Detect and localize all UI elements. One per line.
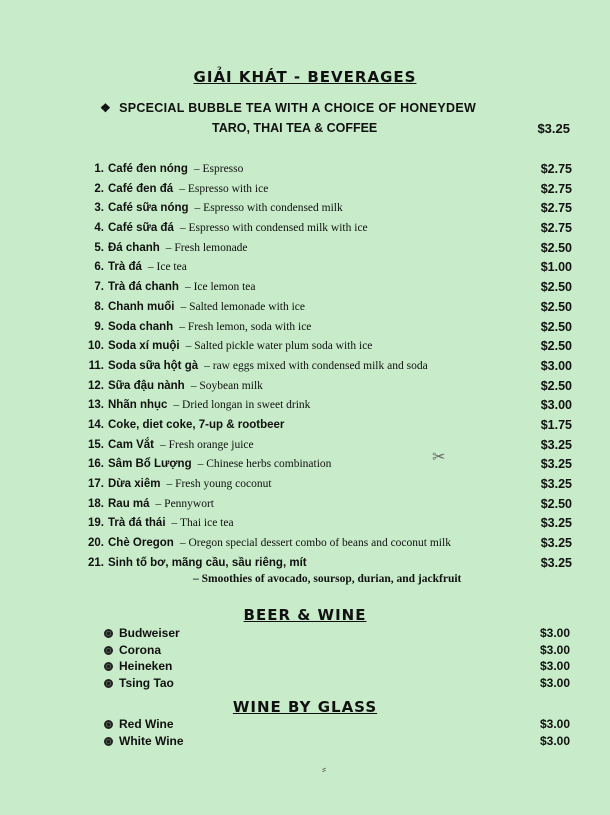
item-description: – Chinese herbs combination xyxy=(197,458,332,471)
item-price: $3.00 xyxy=(540,398,572,413)
beer-wine-heading: BEER & WINE xyxy=(243,606,367,624)
menu-item-row xyxy=(80,160,572,180)
menu-item-row xyxy=(80,258,572,278)
beer-row xyxy=(104,625,570,642)
item-price: $3.25 xyxy=(540,437,572,452)
menu-item-row xyxy=(80,199,572,219)
item-number: 16. xyxy=(88,458,104,471)
item-name: Trà đá thái xyxy=(108,517,166,530)
item-price: $2.50 xyxy=(540,339,572,354)
item-price: $2.50 xyxy=(540,280,572,295)
item-description: – Salted pickle water plum soda with ice xyxy=(185,340,373,353)
item-number: 15. xyxy=(88,438,104,451)
item-name: Rau má xyxy=(108,497,150,510)
menu-item-row xyxy=(80,416,572,436)
item-name: Soda chanh xyxy=(108,320,174,333)
item-description: – Fresh orange juice xyxy=(160,438,254,451)
item-number: 14. xyxy=(88,418,104,431)
drink-price: $3.00 xyxy=(539,733,570,748)
item-description: – Dried longan in sweet drink xyxy=(173,399,311,412)
item-description: – Espresso with ice xyxy=(179,182,269,195)
item-name: Café sữa đá xyxy=(108,222,174,235)
item-number: 10. xyxy=(88,340,104,353)
menu-item-row xyxy=(80,357,572,377)
item-price: $2.50 xyxy=(540,378,572,393)
item-number: 8. xyxy=(94,300,104,313)
smoothie-note: – Smoothies of avocado, soursop, durian, and jackfruit xyxy=(193,573,462,585)
item-description: – Espresso xyxy=(193,163,244,175)
menu-item-row xyxy=(80,455,572,475)
item-name: Café đen đá xyxy=(108,182,174,195)
item-number: 19. xyxy=(88,517,104,530)
item-name: Đá chanh xyxy=(108,241,160,254)
special-price: $3.25 xyxy=(537,121,570,136)
item-description: – Pennywort xyxy=(155,497,215,510)
menu-item-row xyxy=(80,475,572,495)
ink-mark-icon: ⸗ xyxy=(322,762,326,776)
item-number: 2. xyxy=(94,182,104,195)
item-name: Trà đá chanh xyxy=(108,281,179,294)
menu-item-row xyxy=(80,377,572,397)
item-name: Sâm Bổ Lượng xyxy=(108,458,192,471)
menu-item-row xyxy=(80,337,572,357)
item-description: – Fresh young coconut xyxy=(166,478,272,490)
drink-price: $3.00 xyxy=(539,717,570,731)
beer-row xyxy=(104,642,570,659)
wine-row xyxy=(104,733,570,750)
item-number: 17. xyxy=(88,478,104,490)
menu-item-row xyxy=(80,554,572,574)
item-name: Cam Vắt xyxy=(108,438,155,451)
item-number: 3. xyxy=(94,202,104,215)
item-number: 6. xyxy=(94,261,104,274)
item-description: – Espresso with condensed milk xyxy=(194,202,343,215)
item-description: – Oregon special dessert combo of beans and coconut milk xyxy=(179,537,451,550)
item-description: – Salted lemonade with ice xyxy=(180,300,305,313)
item-number: 9. xyxy=(94,320,104,333)
scissors-mark-icon: ✂ xyxy=(432,449,446,466)
item-name: Soda sữa hột gà xyxy=(108,359,199,372)
item-name: Coke, diet coke, 7-up & rootbeer xyxy=(108,418,285,431)
menu-item-row xyxy=(80,278,572,298)
item-price: $3.25 xyxy=(540,536,572,551)
item-name: Sinh tố bơ, mãng cầu, sầu riêng, mít xyxy=(108,556,307,569)
item-price: $3.25 xyxy=(540,516,572,531)
drink-price: $3.00 xyxy=(539,659,570,673)
beverage-list xyxy=(80,160,572,573)
item-name: Café sữa nóng xyxy=(108,202,189,215)
special-bubble-tea-line2: TARO, THAI TEA & COFFEE xyxy=(212,121,378,135)
item-price: $3.25 xyxy=(540,457,572,472)
item-price: $2.50 xyxy=(540,240,572,255)
menu-item-row xyxy=(80,318,572,338)
item-description: – Fresh lemon, soda with ice xyxy=(179,320,312,333)
menu-item-row xyxy=(80,514,572,534)
item-price: $2.75 xyxy=(540,221,572,236)
special-bubble-tea-line1 xyxy=(100,101,476,115)
item-price: $3.25 xyxy=(540,555,572,570)
menu-item-row xyxy=(80,239,572,259)
item-number: 21. xyxy=(88,556,104,569)
drink-name: Budweiser xyxy=(119,626,180,640)
circle-bullet-icon xyxy=(104,679,113,688)
item-description: – Soybean milk xyxy=(190,379,263,392)
circle-bullet-icon xyxy=(104,737,113,746)
item-price: $1.00 xyxy=(540,260,572,275)
menu-item-row xyxy=(80,180,572,200)
item-price: $3.25 xyxy=(540,477,572,491)
menu-item-row xyxy=(80,219,572,239)
item-number: 18. xyxy=(88,497,104,510)
item-name: Trà đá xyxy=(108,261,142,274)
item-number: 5. xyxy=(94,241,104,254)
item-price: $3.00 xyxy=(540,358,572,373)
item-description: – Espresso with condensed milk with ice xyxy=(179,222,368,235)
item-number: 12. xyxy=(88,379,104,392)
menu-item-row xyxy=(80,298,572,318)
beer-row xyxy=(104,675,570,692)
drink-name: Tsing Tao xyxy=(119,675,174,690)
drink-price: $3.00 xyxy=(539,675,570,690)
item-description: – Thai ice tea xyxy=(171,517,234,530)
item-number: 4. xyxy=(94,222,104,235)
wine-row xyxy=(104,716,570,733)
item-price: $2.75 xyxy=(540,181,572,196)
drink-name: White Wine xyxy=(119,733,184,748)
item-number: 1. xyxy=(94,163,104,175)
item-description: – raw eggs mixed with condensed milk and soda xyxy=(204,359,428,372)
drink-name: Corona xyxy=(119,642,161,657)
item-number: 7. xyxy=(94,281,104,294)
circle-bullet-icon xyxy=(104,629,113,638)
drink-price: $3.00 xyxy=(539,626,570,640)
item-name: Chè Oregon xyxy=(108,537,174,550)
wine-list xyxy=(104,716,570,749)
beer-row xyxy=(104,658,570,675)
menu-item-row xyxy=(80,396,572,416)
item-number: 11. xyxy=(88,359,104,372)
drink-name: Heineken xyxy=(119,659,173,673)
menu-item-row xyxy=(80,495,572,515)
item-price: $2.50 xyxy=(540,319,572,334)
item-name: Soda xí muội xyxy=(108,340,180,353)
menu-item-row xyxy=(80,534,572,554)
item-number: 13. xyxy=(88,399,104,412)
item-description: – Ice tea xyxy=(147,261,187,274)
item-description: – Ice lemon tea xyxy=(184,281,256,294)
beer-list xyxy=(104,625,570,691)
diamond-bullet-icon: ❖ xyxy=(100,101,112,115)
wine-by-glass-heading: WINE BY GLASS xyxy=(232,698,378,716)
drink-name: Red Wine xyxy=(119,717,174,731)
item-name: Nhãn nhục xyxy=(108,399,168,412)
item-price: $2.50 xyxy=(540,299,572,314)
item-price: $1.75 xyxy=(540,417,572,432)
circle-bullet-icon xyxy=(104,646,113,655)
drink-price: $3.00 xyxy=(539,642,570,657)
item-price: $2.50 xyxy=(540,496,572,511)
circle-bullet-icon xyxy=(104,720,113,729)
beverages-heading: GIẢI KHÁT - BEVERAGES xyxy=(193,68,417,86)
item-description: – Fresh lemonade xyxy=(165,241,248,254)
item-name: Café đen nóng xyxy=(108,163,188,175)
menu-item-row xyxy=(80,436,572,456)
item-name: Chanh muối xyxy=(108,300,175,313)
item-name: Dừa xiêm xyxy=(108,478,161,490)
item-number: 20. xyxy=(88,537,104,550)
special-line1-text: SPCECIAL BUBBLE TEA WITH A CHOICE OF HONEYDEW xyxy=(119,101,477,115)
item-name: Sữa đậu nành xyxy=(108,379,185,392)
item-price: $2.75 xyxy=(540,162,572,176)
circle-bullet-icon xyxy=(104,662,113,671)
item-price: $2.75 xyxy=(540,201,572,216)
